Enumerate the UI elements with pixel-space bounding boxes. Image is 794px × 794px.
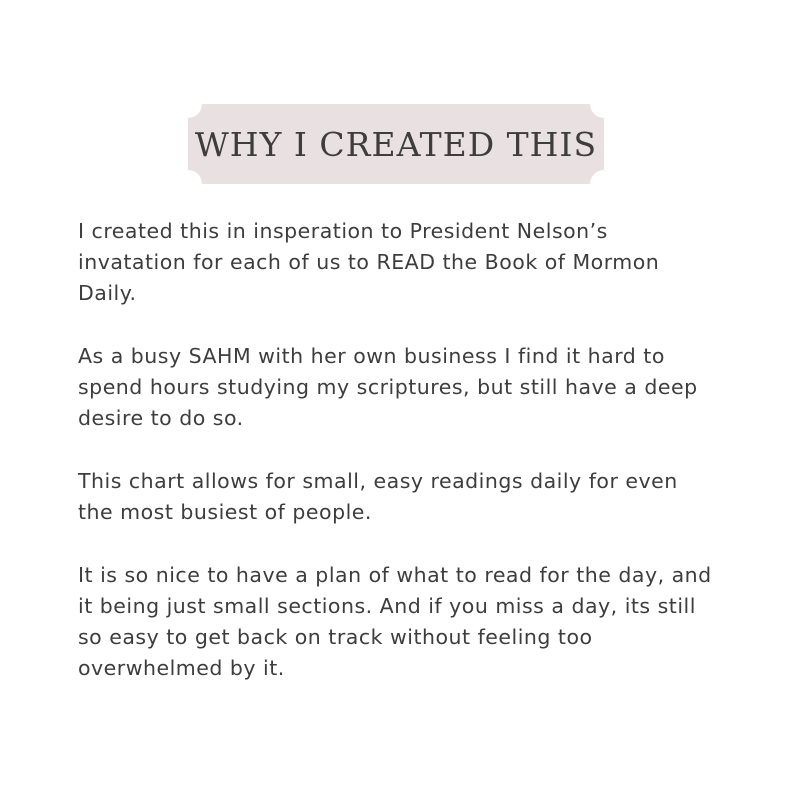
paragraph-chart-benefit: This chart allows for small, easy readings daily for even the most busiest of people. [78, 469, 678, 524]
title-plaque [188, 104, 604, 184]
paragraph-intro: I created this in insperation to President Nelson’s invatation for each of us to READ the Book of Mormon Daily. [78, 219, 660, 305]
page-title: WHY I CREATED THIS [194, 124, 598, 164]
paragraph-motivation: As a busy SAHM with her own business I find it hard to spend hours studying my scriptures, but still have a deep desire to do so. [78, 344, 698, 430]
body-text [78, 216, 718, 684]
paragraph-plan-benefit: It is so nice to have a plan of what to read for the day, and it being just small sections. And if you miss a day, its still so easy to get back on track without feeling too overwhelmed by it. [78, 563, 712, 680]
